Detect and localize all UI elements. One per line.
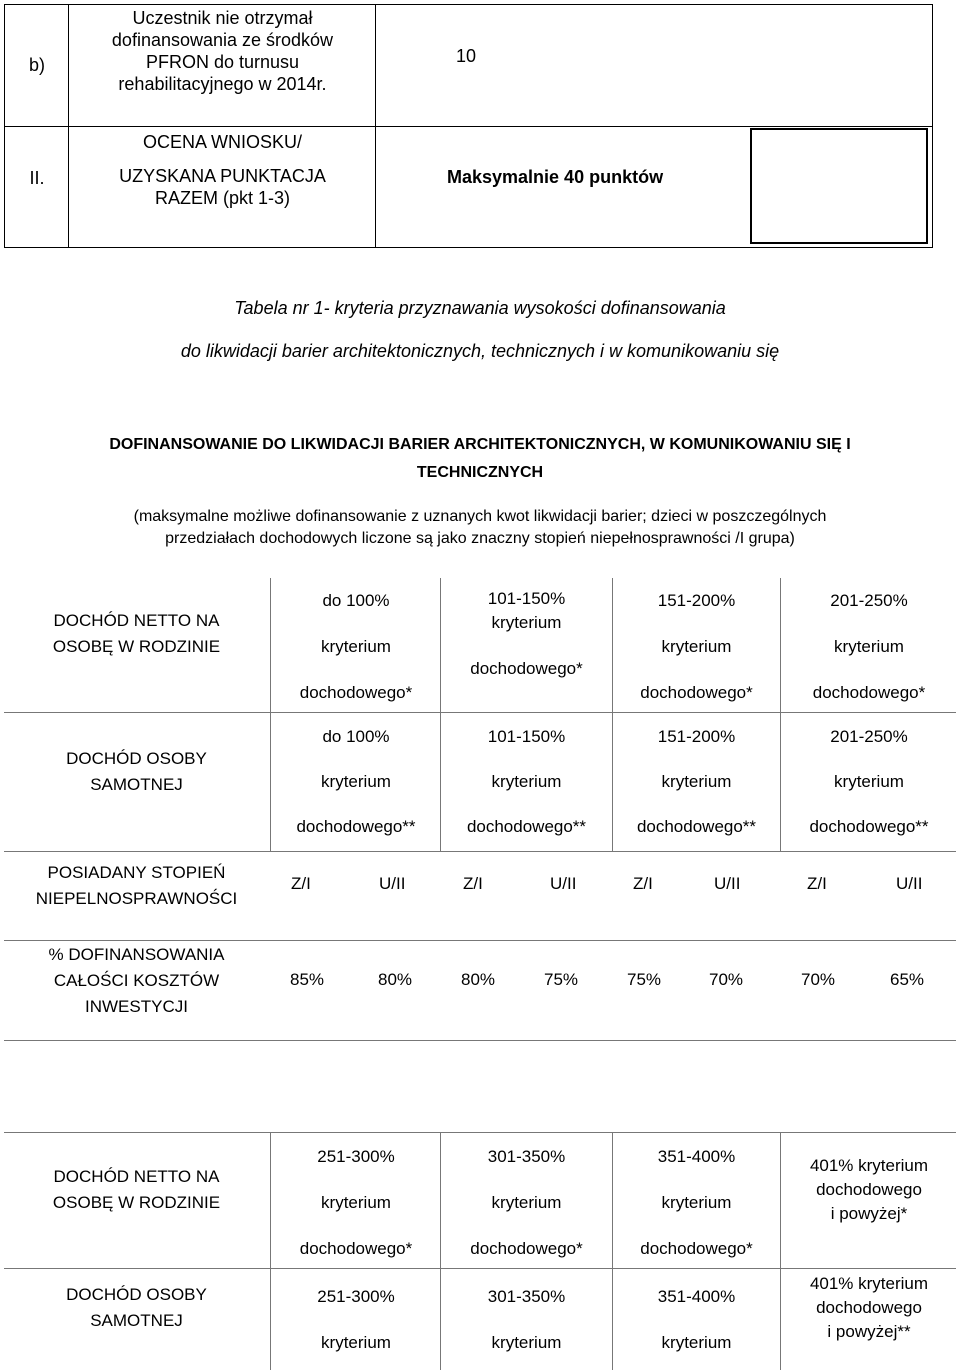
- row-b-points: 10: [455, 46, 477, 66]
- income-family-bracket-5: 251-300% kryterium dochodowego*: [299, 1147, 413, 1258]
- funding-percent-label: % DOFINANSOWANIA CAŁOŚCI KOSZTÓW INWESTYCJI: [48, 945, 225, 1016]
- score-box: [750, 128, 928, 244]
- degree-value: Z/I: [807, 874, 827, 893]
- percent-value: 75%: [544, 970, 579, 989]
- percent-value: 80%: [378, 970, 413, 989]
- income-single-bracket-4: 201-250% kryterium dochodowego**: [809, 727, 929, 836]
- percent-value: 70%: [709, 970, 744, 989]
- income-single-label-2: DOCHÓD OSOBY SAMOTNEJ: [66, 1285, 207, 1330]
- percent-value: 75%: [627, 970, 662, 989]
- income-family-bracket-3: 151-200% kryterium dochodowego*: [640, 591, 753, 702]
- degree-value: U/II: [896, 874, 923, 893]
- row-b-label: b): [28, 55, 45, 75]
- income-single-bracket-7: 351-400% kryterium: [657, 1287, 736, 1352]
- income-family-label-2: DOCHÓD NETTO NA OSOBĘ W RODZINIE: [52, 1167, 221, 1212]
- row-b-description: Uczestnik nie otrzymał dofinansowania ze środków PFRON do turnusu rehabilitacyjnego w 2014r.: [111, 8, 334, 94]
- percent-value: 80%: [461, 970, 496, 989]
- income-family-bracket-6: 301-350% kryterium dochodowego*: [470, 1147, 583, 1258]
- income-single-bracket-1: do 100% kryterium dochodowego**: [296, 727, 416, 836]
- degree-value: U/II: [379, 874, 406, 893]
- disability-degree-label: POSIADANY STOPIEŃ NIEPELNOSPRAWNOŚCI: [35, 863, 238, 908]
- percent-value: 70%: [801, 970, 836, 989]
- degree-value: U/II: [550, 874, 577, 893]
- income-single-bracket-8: 401% kryterium dochodowego i powyżej**: [809, 1274, 929, 1341]
- section-heading: DOFINANSOWANIE DO LIKWIDACJI BARIER ARCHITEKTONICZNYCH, W KOMUNIKOWANIU SIĘ I TECHNICZNYCH: [109, 436, 851, 481]
- income-family-bracket-7: 351-400% kryterium dochodowego*: [640, 1147, 753, 1258]
- degree-value: Z/I: [463, 874, 483, 893]
- income-single-bracket-6: 301-350% kryterium: [487, 1287, 566, 1352]
- degree-value: Z/I: [291, 874, 311, 893]
- table-caption: Tabela nr 1- kryteria przyznawania wysokości dofinansowania do likwidacji barier architektonicznych, technicznych i w komunikowaniu się: [180, 298, 780, 361]
- income-family-bracket-8: 401% kryterium dochodowego i powyżej*: [809, 1156, 929, 1223]
- income-family-bracket-1: do 100% kryterium dochodowego*: [299, 591, 413, 702]
- income-family-bracket-2: 101-150% kryterium dochodowego*: [470, 589, 583, 678]
- percent-value: 65%: [890, 970, 925, 989]
- income-single-bracket-5: 251-300% kryterium: [317, 1287, 395, 1352]
- degree-value: Z/I: [633, 874, 653, 893]
- row-ii-label: II.: [29, 168, 45, 188]
- income-single-bracket-2: 101-150% kryterium dochodowego**: [466, 727, 587, 836]
- max-points: Maksymalnie 40 punktów: [447, 167, 664, 187]
- income-family-label: DOCHÓD NETTO NA OSOBĘ W RODZINIE: [52, 611, 221, 656]
- degree-value: U/II: [714, 874, 741, 893]
- income-single-label: DOCHÓD OSOBY SAMOTNEJ: [66, 749, 207, 794]
- income-family-bracket-4: 201-250% kryterium dochodowego*: [812, 591, 926, 702]
- percent-value: 85%: [290, 970, 325, 989]
- section-note: (maksymalne możliwe dofinansowanie z uznanych kwot likwidacji barier; dzieci w poszczególnych przedziałach dochodowych liczone są jako znaczny stopień niepełnosprawności /I grupa): [133, 508, 827, 547]
- row-ii-description: OCENA WNIOSKU/ UZYSKANA PUNKTACJA RAZEM (pkt 1-3): [119, 132, 326, 208]
- income-single-bracket-3: 151-200% kryterium dochodowego**: [636, 727, 757, 836]
